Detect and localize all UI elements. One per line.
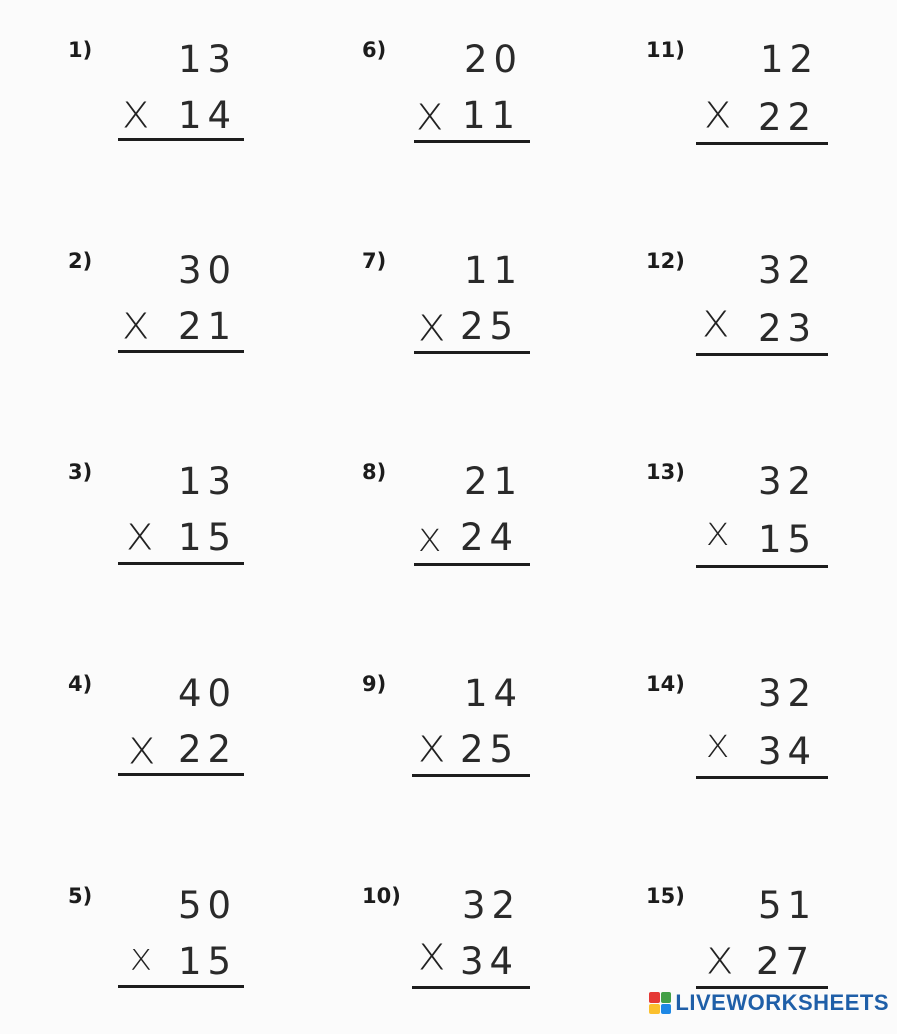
answer-line [696,142,828,145]
bottom-number: 23 [758,307,818,350]
top-number: 32 [758,460,818,503]
top-number: 51 [758,884,818,927]
problem-14 [646,672,876,822]
bottom-number: 22 [758,96,818,139]
top-number: 32 [758,672,818,715]
multiply-sign: X [418,729,446,771]
bottom-number: 34 [460,940,520,983]
problem-1 [68,38,298,188]
multiply-sign: X [122,306,150,348]
top-number: 32 [758,249,818,292]
problem-7 [362,249,592,399]
liveworksheets-logo-icon [649,992,671,1014]
problem-12 [646,249,876,399]
answer-line [118,985,244,988]
problem-number: 2) [68,249,93,273]
bottom-number: 14 [178,94,238,137]
answer-line [414,351,530,354]
problem-number: 4) [68,672,93,696]
problem-number: 3) [68,460,93,484]
multiply-sign: X [418,308,446,350]
top-number: 12 [760,38,820,81]
bottom-number: 15 [758,518,818,561]
multiply-sign: X [122,95,150,137]
multiply-sign: X [418,523,442,559]
answer-line [696,565,828,568]
multiply-sign: X [126,517,154,559]
answer-line [118,350,244,353]
top-number: 11 [464,249,524,292]
answer-line [696,986,828,989]
answer-line [696,353,828,356]
answer-line [414,563,530,566]
problem-8 [362,460,592,610]
multiply-sign: X [702,304,730,346]
answer-line [118,562,244,565]
multiply-sign: X [416,97,444,139]
problem-3 [68,460,298,610]
multiply-sign: X [704,95,732,137]
problem-9 [362,672,592,822]
problem-number: 10) [362,884,401,908]
problem-number: 5) [68,884,93,908]
bottom-number: 25 [460,305,520,348]
problem-number: 8) [362,460,387,484]
answer-line [118,138,244,141]
bottom-number: 34 [758,730,818,773]
problem-number: 6) [362,38,387,62]
problem-number: 7) [362,249,387,273]
bottom-number: 11 [462,94,522,137]
top-number: 50 [178,884,238,927]
top-number: 13 [178,460,238,503]
liveworksheets-watermark[interactable] [649,990,889,1016]
top-number: 21 [464,460,524,503]
bottom-number: 22 [178,728,238,771]
answer-line [412,986,530,989]
top-number: 40 [178,672,238,715]
multiply-sign: X [706,517,730,553]
problem-4 [68,672,298,822]
answer-line [412,774,530,777]
answer-line [696,776,828,779]
problem-11 [646,38,876,188]
bottom-number: 25 [460,728,520,771]
multiply-sign: X [128,731,156,773]
multiply-sign: X [418,937,446,979]
problem-number: 12) [646,249,685,273]
bottom-number: 15 [178,516,238,559]
top-number: 32 [462,884,522,927]
bottom-number: 21 [178,305,238,348]
bottom-number: 15 [178,940,238,983]
answer-line [414,140,530,143]
problem-13 [646,460,876,610]
problem-number: 1) [68,38,93,62]
watermark-text: LIVEWORKSHEETS [675,990,889,1015]
top-number: 30 [178,249,238,292]
multiply-sign: X [130,942,152,978]
problem-6 [362,38,592,188]
problem-number: 13) [646,460,685,484]
problem-number: 14) [646,672,685,696]
problem-number: 11) [646,38,685,62]
problem-2 [68,249,298,399]
bottom-number: 27 [756,940,816,983]
multiply-sign: X [706,729,730,765]
problem-number: 9) [362,672,387,696]
problem-number: 15) [646,884,685,908]
top-number: 13 [178,38,238,81]
multiply-sign: X [706,941,734,983]
problem-10 [362,884,592,1034]
bottom-number: 24 [460,516,520,559]
problem-5 [68,884,298,1034]
top-number: 20 [464,38,524,81]
answer-line [118,773,244,776]
top-number: 14 [464,672,524,715]
